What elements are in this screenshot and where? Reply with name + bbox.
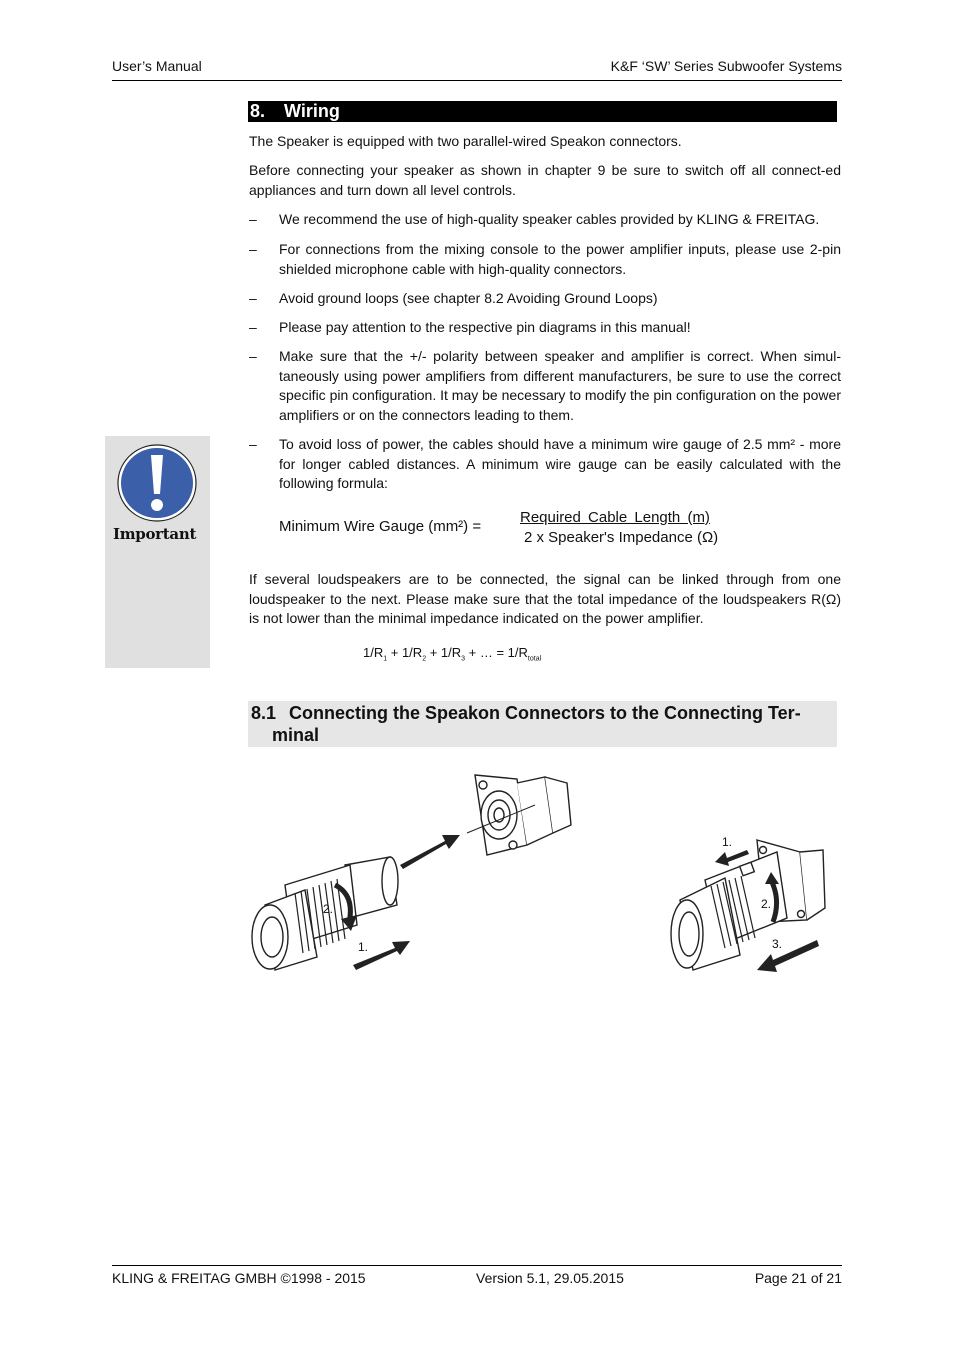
subsection-title: Connecting the Speakon Connectors to the Connecting Ter- xyxy=(289,703,801,723)
formula-subscript: 1 xyxy=(383,655,388,663)
footer-divider xyxy=(112,1265,842,1266)
list-item-text: Avoid ground loops (see chapter 8.2 Avoiding Ground Loops) xyxy=(279,290,658,306)
impedance-paragraph: If several loudspeakers are to be connected, the signal can be linked through from one loudspeaker to the next. Please make sure that the total impedance of the loudspeakers R(Ω) is not lower than the minimal impedance indicated on the power amplifier. xyxy=(249,571,841,626)
header-divider xyxy=(112,80,842,81)
formula-subscript: total xyxy=(527,655,542,663)
step-label: 1. xyxy=(722,835,733,849)
list-item-text: Make sure that the +/- polarity between speaker and amplifier is correct. When simul-taneously using power amplifiers from different manufacturers, be sure to use the correct specific pin configuration. It may be necessary to modify the pin configuration on the power amplifiers or on the connectors leading to them. xyxy=(279,348,841,423)
header-right: K&F ‘SW’ Series Subwoofer Systems xyxy=(610,58,842,74)
formula-term: + 1/R xyxy=(387,645,423,660)
formula-term: + … = 1/R xyxy=(465,645,528,660)
page-number: Page 21 of 21 xyxy=(754,1270,842,1286)
resistance-formula xyxy=(363,645,541,663)
list-item-text: To avoid loss of power, the cables should have a minimum wire gauge of 2.5 mm² - more for longer cabled distances. A minimum wire gauge can be easily calculated with the following formula: xyxy=(279,436,841,491)
subsection-title-continued: minal xyxy=(272,725,320,745)
intro-paragraph: The Speaker is equipped with two parallel-wired Speakon connectors. xyxy=(249,133,682,149)
list-item-text: Please pay attention to the respective pin diagrams in this manual! xyxy=(279,319,691,335)
speakon-release-illustration xyxy=(665,830,840,980)
list-dash: – xyxy=(249,290,257,306)
list-dash: – xyxy=(249,211,257,227)
formula-term: + 1/R xyxy=(426,645,462,660)
section-number: 8. xyxy=(250,101,266,121)
formula-subscript: 3 xyxy=(461,655,466,663)
step-label: 3. xyxy=(772,937,783,951)
list-dash: – xyxy=(249,348,257,364)
list-item-text: We recommend the use of high-quality speaker cables provided by KLING & FREITAG. xyxy=(279,211,820,227)
list-dash: – xyxy=(249,436,257,452)
speakon-insert-illustration xyxy=(245,765,585,980)
formula-term: 1/R xyxy=(363,645,384,660)
formula-label: Minimum Wire Gauge (mm²) = xyxy=(279,518,482,535)
header-left: User’s Manual xyxy=(112,58,202,74)
formula-subscript: 2 xyxy=(422,655,427,663)
exclamation-icon xyxy=(116,444,200,524)
list-item-text: For connections from the mixing console to the power amplifier inputs, please use 2-pin shielded microphone cable with high-quality connectors. xyxy=(279,241,841,277)
list-dash: – xyxy=(249,319,257,335)
section-title: Wiring xyxy=(284,101,340,121)
step-label: 2. xyxy=(323,902,334,916)
footer-copyright: KLING & FREITAG GMBH ©1998 - 2015 xyxy=(112,1270,366,1286)
step-label: 2. xyxy=(761,897,772,911)
formula-denominator: 2 x Speaker's Impedance (Ω) xyxy=(524,529,719,546)
intro-paragraph: Before connecting your speaker as shown in chapter 9 be sure to switch off all connect-ed appliances and turn down all level controls. xyxy=(249,162,841,198)
subsection-heading xyxy=(248,701,837,747)
section-heading xyxy=(248,101,837,122)
important-label: Important xyxy=(113,525,197,543)
subsection-number: 8.1 xyxy=(251,703,277,723)
footer-version: Version 5.1, 29.05.2015 xyxy=(476,1270,624,1286)
list-dash: – xyxy=(249,241,257,257)
formula-numerator: Required Cable Length (m) xyxy=(520,509,710,526)
step-label: 1. xyxy=(358,940,369,954)
